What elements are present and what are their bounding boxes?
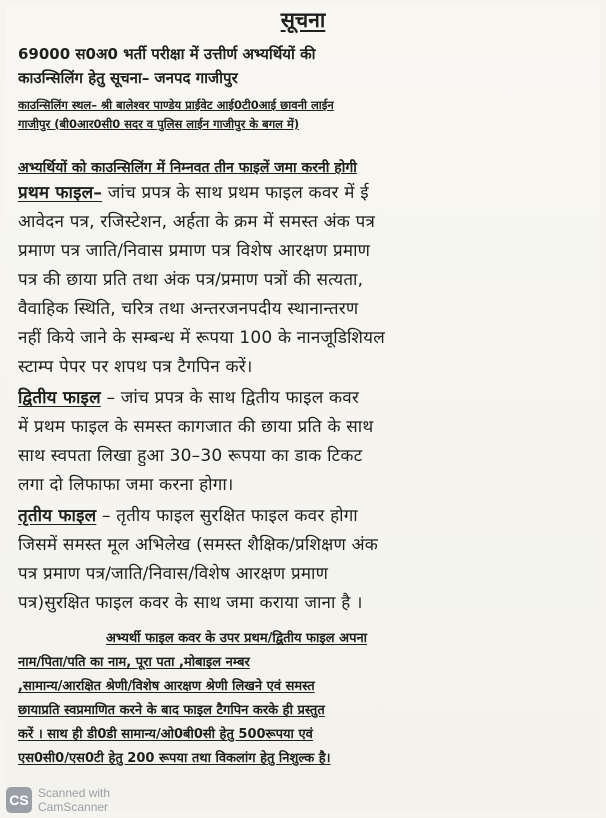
first-file-line-2: आवेदन पत्र, रजिस्टेशन, अर्हता के क्रम में समस्त अंक पत्र — [18, 212, 376, 232]
heading-line-1: 69000 स0अ0 भर्ती परीक्षा में उत्तीर्ण अभ्यर्थियों की — [18, 45, 316, 63]
second-file-line-4: लगा दो लिफाफा जमा करना होगा। — [18, 475, 234, 495]
watermark-line-1: Scanned with — [38, 786, 111, 800]
note-line-4: छायाप्रति स्वप्रमाणित करने के बाद फाइल टैगपिन करके ही प्रस्तुत — [18, 703, 325, 718]
third-file-line-3: पत्र प्रमाण पत्र/जाति/निवास/विशेष आरक्षण प्रमाण — [18, 564, 329, 584]
venue-line-1: काउन्सिलिंग स्थल– श्री बालेश्वर पाण्डेय प्राईवेट आई0टी0आई छावनी लाईन — [18, 98, 334, 112]
note-line-1: अभ्यर्थी फाइल कवर के उपर प्रथम/द्वितीय फाइल अपना — [106, 631, 368, 646]
first-file-line-3: प्रमाण पत्र जाति/निवास प्रमाण पत्र विशेष आरक्षण प्रमाण — [18, 241, 371, 261]
third-file-line-1 — [18, 503, 590, 526]
notice-title: सूचना — [280, 8, 326, 32]
second-file-label: द्वितीय फाइल — [18, 388, 101, 408]
second-file-text: – जांच प्रपत्र के साथ द्वितीय फाइल कवर — [100, 388, 360, 408]
note-line-6: एस0सी0/एस0टी हेतु 200 रूपया तथा विकलांग हेतु निशुल्क है। — [18, 751, 331, 766]
third-file-label: तृतीय फाइल — [18, 506, 97, 526]
first-file-label: प्रथम फाइल– — [18, 183, 103, 203]
scanned-notice-page — [6, 4, 600, 812]
venue-line-2: गाजीपुर (बी0आर0सी0 सदर व पुलिस लाईन गाजीपुर के बगल में) — [18, 117, 300, 131]
camscanner-logo-icon: CS — [6, 787, 32, 813]
note-block — [18, 628, 588, 766]
first-file-text: जांच प्रपत्र के साथ प्रथम फाइल कवर में ई — [102, 183, 369, 203]
first-file-line-5: वैवाहिक स्थिति, चरित्र तथा अन्तरजनपदीय स्थानान्तरण — [18, 299, 359, 319]
watermark-line-2: CamScanner — [38, 800, 109, 814]
second-file-line-2: में प्रथम फाइल के समस्त कागजात की छाया प्रति के साथ — [18, 417, 374, 437]
third-file-line-4: पत्र)सुरक्षित फाइल कवर के साथ जमा कराया जाना है । — [18, 593, 363, 613]
note-line-3: ,सामान्य/आरक्षित श्रेणी/विशेष आरक्षण श्रेणी लिखने एवं समस्त — [18, 679, 315, 694]
camscanner-watermark — [6, 786, 110, 814]
first-file-line-6: नहीं किये जाने के सम्बन्ध में रूपया 100 के नानजूडिशियल — [18, 328, 385, 348]
second-file-line-1 — [18, 385, 590, 408]
intro-line: अभ्यर्थियों को काउन्सिलिंग में निम्नवत तीन फाइलें जमा करनी होगी — [18, 160, 357, 176]
second-file-line-3: साथ स्वपता लिखा हुआ 30–30 रूपया का डाक टिकट — [18, 446, 363, 466]
third-file-line-2: जिसमें समस्त मूल अभिलेख (समस्त शैक्षिक/प्रशिक्षण अंक — [18, 535, 379, 555]
first-file-line-4: पत्र की छाया प्रति तथा अंक पत्र/प्रमाण पत्रों की सत्यता, — [18, 270, 364, 290]
third-file-text: – तृतीय फाइल सुरक्षित फाइल कवर होगा — [96, 506, 358, 526]
camscanner-text — [38, 786, 110, 814]
first-file-line-1 — [18, 180, 590, 203]
note-line-5: करें । साथ ही डी0डी सामान्य/ओ0बी0सी हेतु 500रूपया एवं — [18, 727, 313, 742]
heading-line-2: काउन्सिलिंग हेतु सूचना– जनपद गाजीपुर — [18, 69, 238, 87]
first-file-line-7: स्टाम्प पेपर पर शपथ पत्र टैगपिन करें। — [18, 357, 253, 377]
note-line-2: नाम/पिता/पति का नाम, पूरा पता ,मोबाइल नम्बर — [18, 655, 250, 670]
